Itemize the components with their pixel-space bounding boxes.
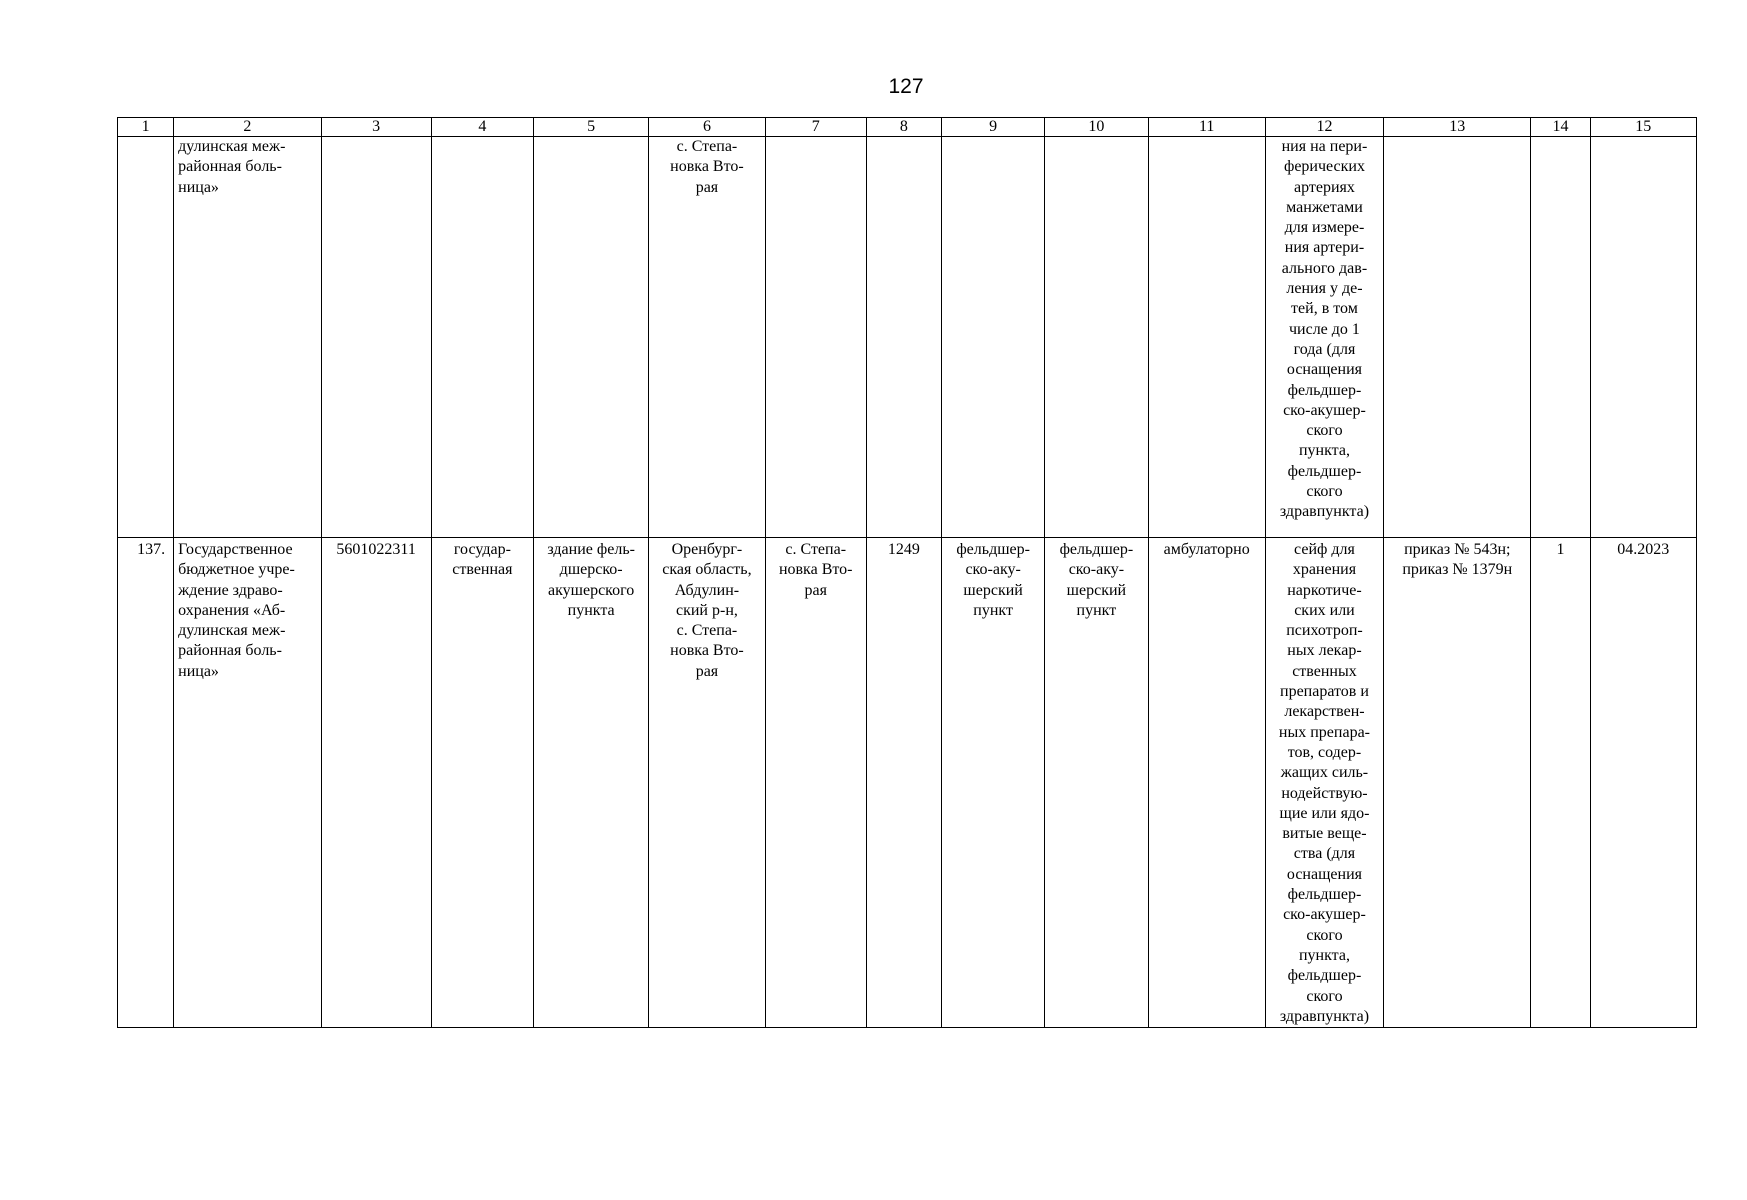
settlement: с. Степа- новка Вто- рая	[765, 538, 866, 1028]
column-number: 14	[1531, 118, 1590, 137]
table-cell	[866, 137, 941, 538]
column-number: 3	[321, 118, 431, 137]
date: 04.2023	[1590, 538, 1696, 1028]
equipment: сейф для хранения наркотиче- ских или психотроп- ных лекар- ственных препаратов и лекарствен- ных препара- тов, содер- жащих силь- нодействую- щие или ядо- витые веще- ства (для оснащения фельдшер- ско-акушер- ского пункта, фельдшер- ского здравпункта)	[1265, 538, 1383, 1028]
organization-name: Государственное бюджетное учре- ждение здраво- охранения «Аб- дулинская меж- районная боль- ница»	[174, 538, 321, 1028]
unit-type: фельдшер- ско-аку- шерский пункт	[942, 538, 1045, 1028]
column-number: 11	[1148, 118, 1265, 137]
table-cell: с. Степа- новка Вто- рая	[649, 137, 765, 538]
structural-unit: фельдшер- ско-аку- шерский пункт	[1045, 538, 1148, 1028]
column-number: 4	[431, 118, 533, 137]
table-cell	[1384, 137, 1531, 538]
column-number: 7	[765, 118, 866, 137]
column-number: 9	[942, 118, 1045, 137]
table-cell	[765, 137, 866, 538]
inn: 5601022311	[321, 538, 431, 1028]
column-number: 13	[1384, 118, 1531, 137]
column-number: 5	[534, 118, 649, 137]
building: здание фель- дшерско- акушерского пункта	[534, 538, 649, 1028]
register-table	[117, 117, 1697, 1028]
table-cell	[1148, 137, 1265, 538]
population: 1249	[866, 538, 941, 1028]
column-number: 2	[174, 118, 321, 137]
table-cell	[118, 137, 174, 538]
table-cell	[534, 137, 649, 538]
table-cell	[1045, 137, 1148, 538]
regulation: приказ № 543н; приказ № 1379н	[1384, 538, 1531, 1028]
column-number-row	[118, 118, 1697, 137]
table-cell	[1531, 137, 1590, 538]
table-cell	[321, 137, 431, 538]
column-number: 10	[1045, 118, 1148, 137]
address: Оренбург- ская область, Абдулин- ский р-н, с. Степа- новка Вто- рая	[649, 538, 765, 1028]
table-cell: дулинская меж- районная боль- ница»	[174, 137, 321, 538]
quantity: 1	[1531, 538, 1590, 1028]
table-cell	[431, 137, 533, 538]
table-row	[118, 538, 1697, 1028]
table-cell	[942, 137, 1045, 538]
column-number: 8	[866, 118, 941, 137]
column-number: 6	[649, 118, 765, 137]
record-number: 137.	[118, 538, 174, 1028]
table-cell	[1590, 137, 1696, 538]
care-condition: амбулаторно	[1148, 538, 1265, 1028]
column-number: 12	[1265, 118, 1383, 137]
column-number: 1	[118, 118, 174, 137]
ownership-form: государ- ственная	[431, 538, 533, 1028]
column-number: 15	[1590, 118, 1696, 137]
table-cell: ния на пери- ферических артериях манжетами для измере- ния артери- ального дав- ления у де- тей, в том числе до 1 года (для оснащения фельдшер- ско-акушер- ского пункта, фельдшер- ского здравпункта)	[1265, 137, 1383, 538]
page-number: 127	[888, 75, 924, 98]
continuation-row	[118, 137, 1697, 538]
